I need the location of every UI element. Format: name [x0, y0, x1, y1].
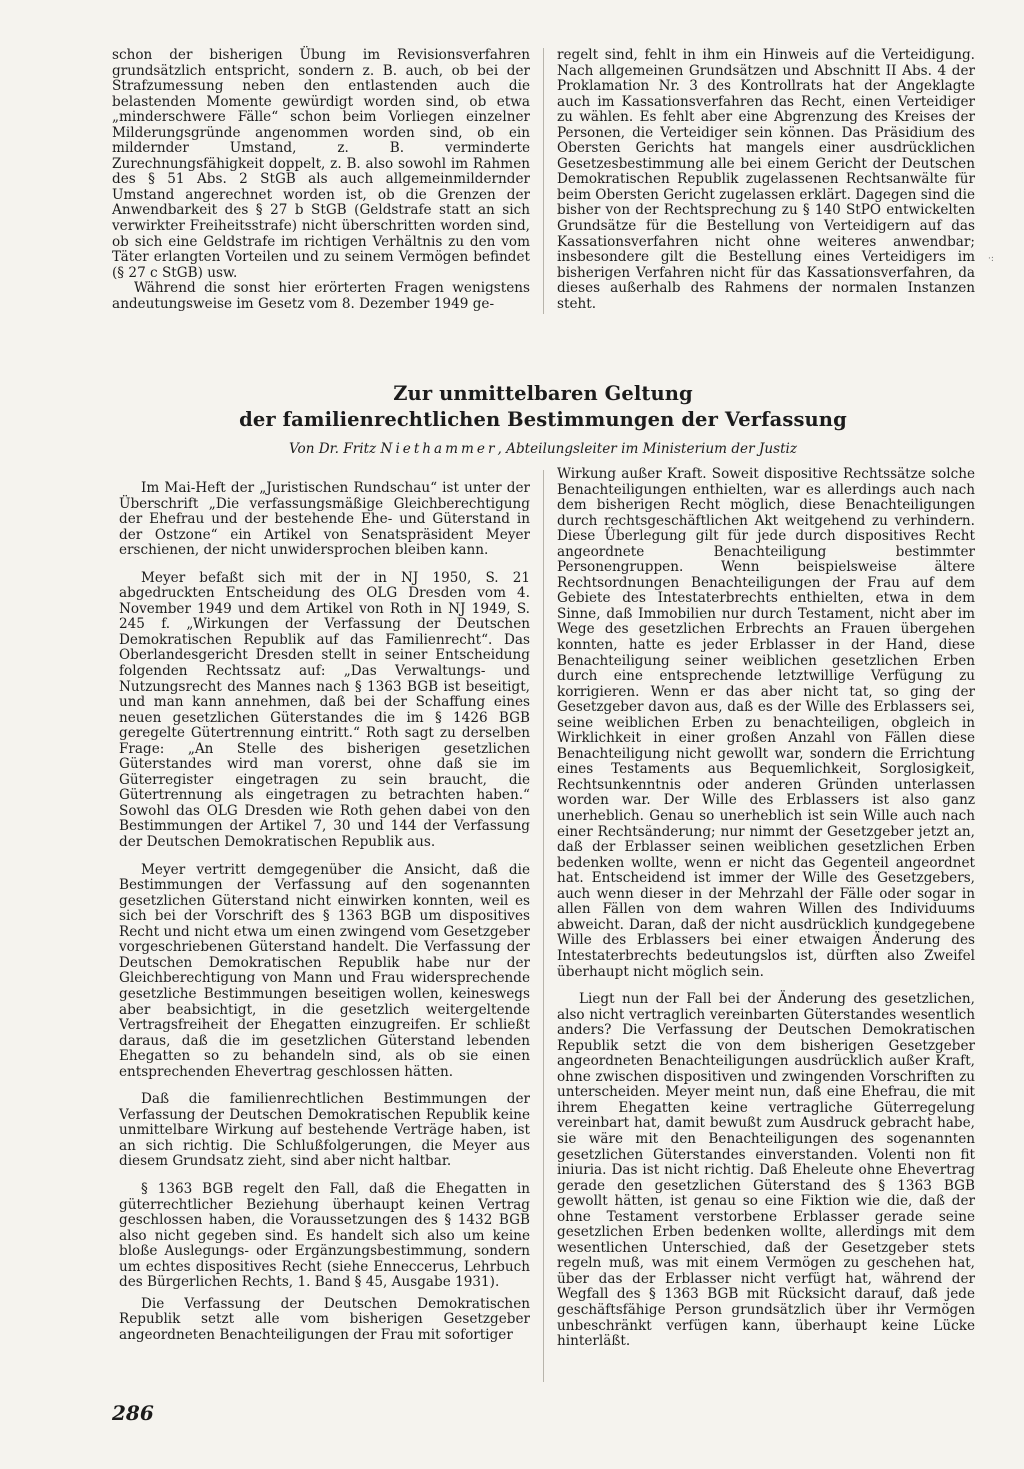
paragraph: Liegt nun der Fall bei der Änderung des gesetzlichen, also nicht vertraglich vereinbarten Güterstandes wesentlich anders? Die Verfassung der Deutschen Demokratischen Republik setzt die von dem bisherigen Gesetzgeber angeordneten Benachteiligungen ausdrücklich außer Kraft, ohne zwischen dispositiven und zwingenden Vorschriften zu unterscheiden. Meyer meint nun, daß eine Ehefrau, die mit ihrem Ehegatten keine vertragliche Güterregelung vereinbart hat, damit bewußt zum Ausdruck gebracht habe, sie wäre mit den Benachteiligungen des sogenannten gesetzlichen Güterstandes einverstanden. Volenti non fit iniuria. Das ist nicht richtig. Daß Eheleute ohne Ehevertrag gerade den gesetzlichen Güterstand des § 1363 BGB gewollt hätten, ist genau so eine Fiktion wie die, daß der ohne Testament verstorbene Erblasser gerade seine gesetzlichen Erben bedenken wollte, allerdings mit dem wesentlichen Unterschied, daß der Gesetzgeber stets regeln muß, was mit einem Vermögen zu geschehen hat, über das der Erblasser nicht verfügt hat, während der Wegfall des § 1363 BGB mit Rücksicht darauf, daß jede geschäftsfähige Person grundsätzlich über ihr Vermögen unbeschränkt verfügen kann, überhaupt keine Lücke hinterläßt.	[557, 991, 975, 1350]
paragraph: Meyer vertritt demgegenüber die Ansicht, daß die Bestimmungen der Verfassung auf den sogenannten gesetzlichen Güterstand nicht einwirken konnten, weil es sich bei der Vorschrift des § 1363 BGB um dispositives Recht und nicht etwa um einen zwingend vom Gesetzgeber vorgeschriebenen Güterstand handelt. Die Verfassung der Deutschen Demokratischen Republik habe nur der Gleichberechtigung von Mann und Frau widersprechende gesetzliche Bestimmungen beseitigen wollen, keineswegs aber beabsichtigt, in die gesetzlich weitergeltende Vertragsfreiheit der Ehegatten einzugreifen. Er schließt daraus, daß die im gesetzlichen Güterstand lebenden Ehegatten so zu behandeln sind, als ob sie einen entsprechenden Ehevertrag geschlossen hätten.	[119, 861, 530, 1080]
column-divider-top	[543, 48, 544, 314]
paragraph: Während die sonst hier erörterten Fragen wenigstens andeutungsweise im Gesetz vom 8. Dezember 1949 ge-	[112, 280, 530, 312]
top-left-column	[112, 48, 530, 312]
paragraph: Meyer befaßt sich mit der in NJ 1950, S. 21 abgedruckten Entscheidung des OLG Dresden vom 4. November 1949 und dem Artikel von Roth in NJ 1949, S. 245 f. „Wirkungen der Verfassung der Deutschen Demokratischen Republik auf das Familienrecht“. Das Oberlandesgericht Dresden stellt in seiner Entscheidung folgenden Rechtssatz auf: „Das Verwaltungs- und Nutzungsrecht des Mannes nach § 1363 BGB ist beseitigt, und man kann annehmen, daß bei der Schaffung eines neuen gesetzlichen Güterstandes die im § 1426 BGB geregelte Gütertrennung eintritt.“ Roth sagt zu derselben Frage: „An Stelle des bisherigen gesetzlichen Güterstandes wird man vorerst, ohne daß sie im Güterregister eingetragen zu sein braucht, die Gütertrennung als eingetragen zu betrachten haben.“ Sowohl das OLG Dresden wie Roth gehen dabei von den Bestimmungen der Artikel 7, 30 und 144 der Verfassung der Deutschen Demokratischen Republik aus.	[119, 569, 530, 851]
paragraph: § 1363 BGB regelt den Fall, daß die Ehegatten in güterrechtlicher Beziehung überhaupt keinen Vertrag geschlossen haben, die Voraussetzungen des § 1432 BGB also nicht gegeben sind. Es handelt sich also um keine bloße Auslegungs- oder Ergänzungsbestimmung, sondern um echtes dispositives Recht (siehe Enneccerus, Lehrbuch des Bürgerlichen Rechts, 1. Band § 45, Ausgabe 1931).	[119, 1180, 530, 1291]
byline-author: Niethammer	[380, 441, 498, 457]
top-right-column	[557, 48, 975, 312]
paragraph: Daß die familienrechtlichen Bestimmungen der Verfassung der Deutschen Demokratischen Republik keine unmittelbare Wirkung auf bestehende Verträge haben, ist an sich richtig. Die Schlußfolgerungen, die Meyer aus diesem Grundsatz zieht, sind aber nicht haltbar.	[119, 1091, 530, 1170]
paragraph: Die Verfassung der Deutschen Demokratischen Republik setzt alle vom bisherigen Gesetzgeber angeordneten Benachteiligungen der Frau mit sofortiger	[119, 1295, 530, 1343]
paragraph: Im Mai-Heft der „Juristischen Rundschau“ ist unter der Überschrift „Die verfassungsmäßige Gleichberechtigung der Ehefrau und der bestehende Ehe- und Güterstand in der Ostzone“ ein Artikel von Senatspräsident Meyer erschienen, der nicht unwidersprochen bleiben kann.	[119, 480, 530, 559]
paragraph: schon der bisherigen Übung im Revisionsverfahren grundsätzlich entspricht, sondern z. B. auch, ob bei der Strafzumessung neben den entlastenden auch die belastenden Momente gewürdigt worden sind, ob etwa „minderschwere Fälle“ schon beim Vorliegen einzelner Milderungsgründe angenommen worden sind, ob ein mildernder Umstand, z. B. verminderte Zurechnungsfähigkeit doppelt, z. B. also sowohl im Rahmen des § 51 Abs. 2 StGB als auch allgemeinmildernder Umstand angerechnet worden ist, ob die Grenzen der Anwendbarkeit des § 27 b StGB (Geldstrafe statt an sich verwirkter Freiheitsstrafe) nicht überschritten worden sind, ob sich eine Geldstrafe im richtigen Verhältnis zu den vom Täter erlangten Vorteilen und zu seinem Vermögen befindet (§ 27 c StGB) usw.	[112, 47, 530, 281]
bottom-right-column	[557, 467, 975, 1350]
article-title-line-1: Zur unmittelbaren Geltung	[393, 382, 693, 405]
byline-suffix: , Abteilungsleiter im Ministerium der Justiz	[497, 441, 798, 457]
article-title	[112, 381, 974, 433]
paragraph: Wirkung außer Kraft. Soweit dispositive Rechtssätze solche Benachteiligungen enthielten, war es allerdings auch nach dem bisherigen Recht möglich, diese Benachteiligungen durch rechtsgeschäftlichen Akt weitgehend zu verhindern. Diese Überlegung gilt für jede durch dispositives Recht angeordnete Benachteiligung bestimmter Personengruppen. Wenn beispielsweise ältere Rechtsordnungen Benachteiligungen der Frau auf dem Gebiete des Intestaterbrechts enthielten, etwa in dem Sinne, daß Immobilien nur durch Testament, nicht aber im Wege des gesetzlichen Erbrechts an Frauen übergehen konnten, hatte es jeder Erblasser in der Hand, diese Benachteiligung seiner weiblichen gesetzlichen Erben durch eine entsprechende letztwillige Verfügung zu korrigieren. Wenn er das aber nicht tat, so ging der Gesetzgeber davon aus, daß es der Wille des Erblassers sei, seine weiblichen Erben zu benachteiligen, obgleich in Wirklichkeit in einer großen Anzahl von Fällen diese Benachteiligung nicht gewollt war, sondern die Errichtung eines Testaments aus Bequemlichkeit, Sorglosigkeit, Rechtsunkenntnis oder anderen Gründen unterlassen worden war. Der Wille des Erblassers ist also ganz unerheblich. Genau so unerheblich ist sein Wille auch nach einer Rechtsänderung; nur nimmt der Gesetzgeber jetzt an, daß der Erblasser seinen weiblichen gesetzlichen Erben bedenken wollte, wenn er nicht das Gegenteil angeordnet hat. Entscheidend ist immer der Wille des Gesetzgebers, auch wenn dieser in der Mehrzahl der Fälle oder sogar in allen Fällen von dem wahren Willen des Individuums abweicht. Daran, daß der nicht ausdrücklich kundgegebene Wille des Erblassers bei einer etwaigen Änderung des Intestaterbrechts bedeutungslos ist, dürften also Zweifel überhaupt nicht möglich sein.	[557, 466, 975, 980]
paragraph: regelt sind, fehlt in ihm ein Hinweis auf die Verteidigung. Nach allgemeinen Grundsätzen und Abschnitt II Abs. 4 der Proklamation Nr. 3 des Kontrollrats hat der Angeklagte auch im Kassationsverfahren das Recht, einen Verteidiger zu wählen. Es fehlt aber eine Abgrenzung des Kreises der Personen, die Verteidiger sein können. Das Präsidium des Obersten Gerichts hat mangels einer ausdrücklichen Gesetzesbestimmung alle bei einem Gericht der Deutschen Demokratischen Republik zugelassenen Rechtsanwälte für beim Obersten Gericht zugelassen erklärt. Dagegen sind die bisher von der Rechtsprechung zu § 140 StPO entwickelten Grundsätze für die Bestellung von Verteidigern auf das Kassationsverfahren nicht ohne weiteres anwendbar; insbesondere gilt die Bestellung eines Verteidigers im bisherigen Verfahren nicht für das Kassationsverfahren, da dieses außerhalb des Rahmens der normalen Instanzen steht.	[557, 47, 975, 312]
article-title-line-2: der familienrechtlichen Bestimmungen der Verfassung	[239, 408, 847, 431]
page-number: 286	[112, 1401, 154, 1425]
article-byline	[112, 440, 974, 458]
bottom-left-column	[119, 481, 530, 1343]
print-speck: ·:	[988, 254, 994, 264]
byline-prefix: Von Dr. Fritz	[288, 441, 377, 457]
column-divider-bottom	[543, 470, 544, 1382]
